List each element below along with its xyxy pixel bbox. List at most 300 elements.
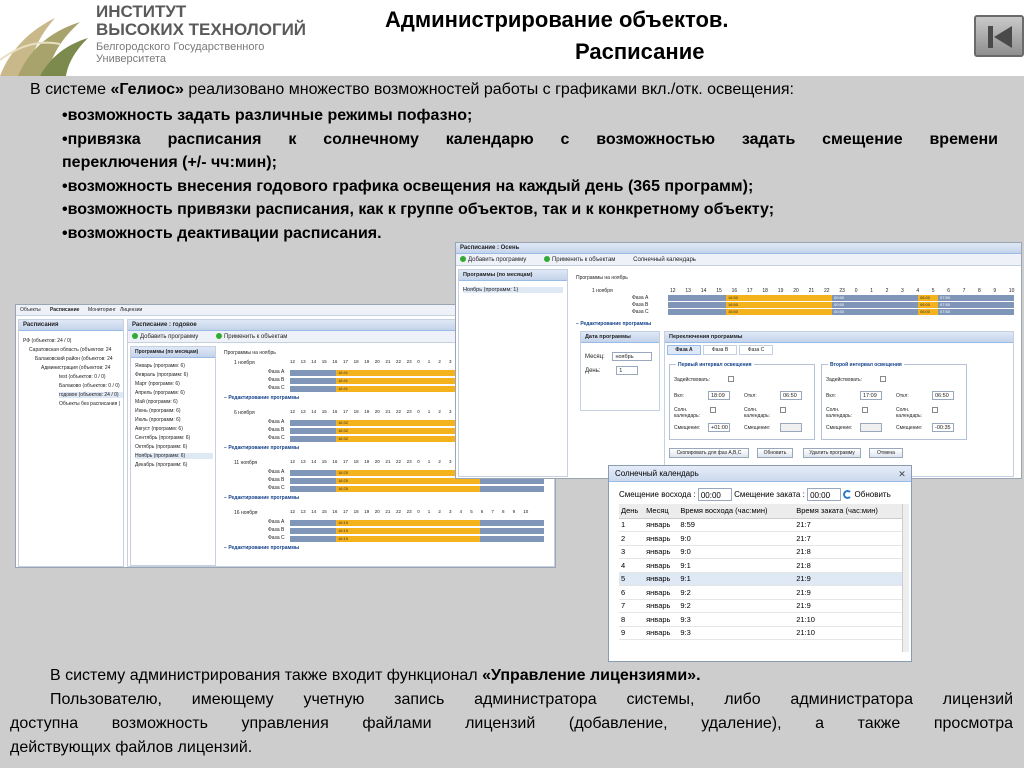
tree-item[interactable]: Балаковский район (объектов: 24 (35, 356, 113, 362)
logo-line1: ИНСТИТУТ (96, 2, 187, 21)
apply-icon (216, 333, 222, 339)
table-cell: 9:0 (678, 532, 794, 546)
second-interval-title: Второй интервал освещения (830, 362, 902, 368)
phase-bar-on: 16:41 (336, 378, 480, 384)
phase-bar-off (480, 486, 544, 492)
day-label: 1 ноября (234, 360, 255, 366)
phase-bar-on: 16:41 (336, 370, 480, 376)
month-item[interactable]: Январь (программ: 6) (135, 363, 185, 369)
phase-bar-on: 16:50 (726, 302, 832, 308)
phase-bar-off (480, 520, 544, 526)
refresh-button[interactable]: Обновить (757, 448, 793, 458)
phase-bar-off: 00:50 (832, 302, 918, 308)
page-title-line1: Администрирование объектов. (385, 7, 729, 32)
edit-program-toggle[interactable]: − Редактирование программы (224, 395, 300, 401)
day-label: 1 ноября (592, 288, 613, 294)
phase-label: Фаза С (632, 309, 649, 315)
hour-tick-label: 2 (438, 359, 441, 364)
table-row[interactable] (619, 626, 903, 640)
licenses-line2: Пользователю, имеющему учетную запись администратора системы, либо администратора лицензий (50, 691, 1013, 708)
off-label: Откл: (744, 393, 757, 399)
phase-label: Фаза В (268, 377, 285, 383)
intro-text (30, 80, 794, 100)
hour-tick-label: 6 (947, 288, 950, 294)
table-cell: 9:3 (678, 613, 794, 627)
enable-label: Задействовать: (674, 377, 711, 383)
hour-tick-label: 22 (396, 409, 402, 414)
hour-tick-label: 17 (343, 359, 349, 364)
day-field-row (585, 366, 638, 375)
hour-tick-label: 15 (321, 409, 327, 414)
hour-tick-label: 14 (700, 288, 707, 294)
hour-tick-label: 20 (374, 359, 380, 364)
sun-cal-label-off: Солн. календарь: (744, 407, 771, 419)
hour-tick-label: 15 (716, 288, 722, 294)
table-row[interactable] (619, 532, 903, 546)
panel-title: Расписание : годовое (128, 320, 554, 331)
solar-table-header (619, 504, 903, 518)
table-cell: 1 (619, 518, 644, 532)
table-cell: январь (644, 545, 678, 559)
table-cell: январь (644, 559, 678, 573)
add-program-label: Добавить программу (468, 257, 527, 263)
phase-label: Фаза С (268, 535, 285, 541)
table-cell: 9:0 (678, 545, 794, 559)
tab-objects[interactable]: Объекты (20, 307, 41, 313)
first-interval (669, 364, 815, 440)
phase-bar-off (290, 420, 336, 426)
table-cell: 9:2 (678, 586, 794, 600)
phase-bar-off: 07:50 (938, 295, 1014, 301)
table-cell: 9:1 (678, 559, 794, 573)
tab-phase-b[interactable]: Фаза В (703, 345, 737, 355)
month-select[interactable]: ноябрь (612, 352, 652, 361)
hour-tick-label: 8 (978, 288, 981, 294)
edit-program-label: Редактирование программы (228, 495, 300, 501)
phase-bar-off (290, 486, 336, 492)
close-icon[interactable]: ✕ (898, 469, 906, 479)
hour-tick-label: 6 (480, 509, 484, 514)
phase-bar-on: 06:00 (918, 309, 938, 315)
edit-program-toggle[interactable]: − Редактирование программы (224, 445, 300, 451)
cancel-button[interactable]: Отмена (869, 448, 903, 458)
table-cell: 21:8 (794, 545, 903, 559)
hour-tick-label: 13 (300, 509, 306, 514)
off-offset-field[interactable] (780, 423, 802, 432)
edit-program-label: Редактирование программы (580, 321, 652, 327)
column-header[interactable]: Месяц (644, 504, 678, 518)
phase-bar-off (290, 528, 336, 534)
hour-tick-label: 22 (824, 288, 830, 294)
month-item[interactable]: Август (программ: 6) (135, 426, 183, 432)
hour-tick-label: 4 (459, 509, 463, 514)
sunrise-offset-label: Смещение восхода : (619, 490, 696, 499)
column-header[interactable]: День (619, 504, 644, 518)
hour-tick-label: 3 (901, 288, 904, 294)
table-cell: 21:7 (794, 518, 903, 532)
phase-bar-off (290, 470, 336, 476)
edit-program-toggle[interactable]: − Редактирование программы (224, 495, 300, 501)
sunset-offset-label: Смещение заката : (734, 490, 805, 499)
tab-licenses[interactable]: Лицензии (120, 307, 143, 313)
page-title-line2: Расписание (575, 39, 705, 64)
refresh-icon (843, 490, 852, 499)
enable-checkbox[interactable] (880, 376, 886, 382)
hour-tick-label: 19 (364, 459, 370, 464)
licenses-intro (50, 664, 701, 688)
table-cell: 3 (619, 545, 644, 559)
phase-bar-off (480, 536, 544, 542)
table-row[interactable] (619, 545, 903, 559)
tree-item[interactable]: test (объектов: 0 / 0) (59, 374, 106, 380)
phase-bar-on: 16:25 (336, 470, 480, 476)
month-item[interactable]: Апрель (программ: 6) (135, 390, 185, 396)
hour-tick-label: 5 (931, 288, 935, 294)
table-cell: 21:9 (794, 599, 903, 613)
logo-line2: ВЫСОКИХ ТЕХНОЛОГИЙ (96, 20, 307, 39)
month-item[interactable]: Февраль (программ: 6) (135, 372, 189, 378)
table-cell: январь (644, 613, 678, 627)
hour-tick-label: 15 (321, 459, 327, 464)
table-cell: 2 (619, 532, 644, 546)
table-cell: январь (644, 586, 678, 600)
hour-tick-label: 17 (343, 459, 349, 464)
month-item[interactable]: Июнь (программ: 6) (135, 408, 181, 414)
hour-tick-label: 1 (870, 288, 873, 294)
phase-label: Фаза В (268, 477, 285, 483)
off-time-field[interactable]: 06:50 (932, 391, 954, 400)
phase-bar-on: 16:41 (336, 386, 480, 392)
date-program-title: Дата программы (581, 332, 659, 343)
month-item[interactable]: Ноябрь (программ: 6) (135, 453, 213, 459)
hour-tick-label: 3 (449, 359, 452, 364)
phase-label: Фаза А (268, 419, 285, 425)
phase-bar-off (290, 428, 336, 434)
switches-box (664, 331, 1014, 477)
logo-line4: Университета (96, 53, 167, 65)
phase-label: Фаза С (268, 485, 285, 491)
hour-tick-label: 18 (353, 359, 359, 364)
hour-tick-label: 19 (364, 409, 370, 414)
phase-label: Фаза А (268, 369, 285, 375)
offset-label: Смещение: (826, 425, 853, 431)
phase-bar-on: 16:19 (336, 520, 480, 526)
hour-tick-label: 17 (343, 409, 349, 414)
on-label: Вкл: (826, 393, 836, 399)
hour-tick-label: 10 (1008, 288, 1015, 294)
table-cell: январь (644, 532, 678, 546)
tree-item-selected[interactable]: годовое (объектов: 24 / 0) (59, 392, 123, 398)
hour-tick-label: 19 (364, 359, 370, 364)
add-program-button[interactable] (132, 334, 206, 340)
table-cell: январь (644, 599, 678, 613)
phase-bar-off (290, 536, 336, 542)
tab-phase-c[interactable]: Фаза С (739, 345, 773, 355)
hour-tick-label: 9 (512, 509, 516, 514)
sun-cal-label: Солн. календарь: (674, 407, 701, 419)
bullet-5: •возможность деактивации расписания. (62, 225, 382, 242)
phase-bar-off (290, 436, 336, 442)
solar-calendar-title: Солнечный календарь (609, 466, 911, 482)
hour-tick-label: 15 (321, 509, 327, 514)
offset-label-off: Смещение: (896, 425, 923, 431)
hour-tick-label: 5 (470, 509, 473, 514)
hour-tick-label: 21 (385, 509, 391, 514)
table-cell: 7 (619, 599, 644, 613)
add-icon (460, 256, 466, 262)
phase-bar-off (480, 528, 544, 534)
solar-calendar-dialog (608, 465, 912, 662)
licenses-bold: «Управление лицензиями». (482, 667, 701, 684)
table-row[interactable] (619, 613, 903, 627)
edit-program-toggle[interactable]: − Редактирование программы (576, 321, 652, 327)
hour-tick-label: 0 (417, 509, 420, 514)
hour-tick-label: 9 (993, 288, 997, 294)
hour-tick-label: 2 (438, 459, 441, 464)
day-label: 6 ноября (234, 410, 255, 416)
table-cell: 5 (619, 572, 644, 586)
offset-label-off: Смещение: (744, 425, 771, 431)
months-list (130, 346, 216, 566)
add-program-button[interactable] (460, 257, 534, 263)
phase-label: Фаза В (268, 527, 285, 533)
tree-item[interactable]: Саратовская область (объектов: 24 (29, 347, 112, 353)
hour-tick-label: 3 (449, 509, 452, 514)
month-item[interactable]: Июль (программ: 6) (135, 417, 181, 423)
month-field-row (585, 352, 652, 361)
phase-label: Фаза А (268, 469, 285, 475)
hour-tick-label: 0 (417, 359, 420, 364)
solar-calendar-button[interactable]: Солнечный календарь (633, 257, 696, 263)
hour-tick-label: 16 (332, 509, 338, 514)
table-row[interactable] (619, 559, 903, 573)
phase-bar-on: 16:25 (336, 486, 480, 492)
hour-tick-label: 20 (374, 409, 380, 414)
hour-tick-label: 12 (290, 359, 296, 364)
phase-bar-on: 16:19 (336, 536, 480, 542)
hour-tick-label: 23 (406, 459, 412, 464)
on-offset-field[interactable]: +01:00 (708, 423, 730, 432)
column-header[interactable]: Время заката (час:мин) (794, 504, 903, 518)
intro-prefix: В системе (30, 81, 111, 98)
hour-tick-label: 17 (747, 288, 753, 294)
hour-tick-label: 14 (311, 459, 317, 464)
apply-to-objects-button[interactable] (544, 257, 623, 263)
hour-tick-label: 19 (777, 288, 784, 294)
hour-tick-label: 22 (396, 509, 402, 514)
hour-tick-label: 1 (427, 409, 431, 414)
hour-tick-label: 13 (300, 409, 306, 414)
table-cell: 21:9 (794, 572, 903, 586)
off-label: Откл: (896, 393, 909, 399)
second-interval (821, 364, 967, 440)
table-cell: 9:3 (678, 626, 794, 640)
tree-item[interactable]: РФ (объектов: 24 / 0) (23, 338, 72, 344)
table-row[interactable] (619, 599, 903, 613)
hour-tick-label: 2 (438, 509, 441, 514)
phase-bar-off (668, 295, 726, 301)
hour-tick-label: 12 (290, 459, 296, 464)
phase-bar-off: 00:50 (832, 309, 918, 315)
hour-tick-label: 23 (406, 409, 412, 414)
tree-item[interactable]: Объекты без расписания ( (59, 401, 121, 407)
month-item[interactable]: Март (программ: 6) (135, 381, 180, 387)
refresh-button[interactable] (843, 490, 890, 499)
column-header[interactable]: Время восхода (час:мин) (678, 504, 794, 518)
phase-bar-off (668, 302, 726, 308)
back-button[interactable] (974, 15, 1024, 57)
hour-tick-label: 20 (374, 459, 380, 464)
phase-bar-on: 16:50 (726, 295, 832, 301)
hour-tick-label: 18 (762, 288, 768, 294)
hour-tick-label: 22 (396, 459, 402, 464)
hour-tick-label: 14 (311, 509, 317, 514)
program-item[interactable]: Ноябрь (программ: 1) (463, 287, 563, 293)
licenses-line3: доступна возможность управления файлами лицензий (добавление, удаление), а также просмотра (10, 715, 1013, 732)
logo-emblem-icon (0, 0, 92, 76)
day-field-label: День: (585, 368, 601, 375)
hour-tick-label: 15 (321, 359, 327, 364)
apply-label: Применить к объектам (551, 257, 616, 263)
month-item[interactable]: Сентябрь (программ: 6) (135, 435, 191, 441)
bullet-1: •возможность задать различные режимы пофазно; (62, 107, 473, 124)
on-offset-field[interactable] (860, 423, 882, 432)
sunrise-offset-input[interactable]: 00:00 (698, 488, 732, 501)
sunset-offset-input[interactable]: 00:00 (807, 488, 841, 501)
hour-tick-label: 23 (839, 288, 845, 294)
hour-tick-label: 20 (374, 509, 380, 514)
off-time-field[interactable]: 06:50 (780, 391, 802, 400)
sun-cal-label: Солн. календарь: (826, 407, 853, 419)
on-time-field[interactable]: 17:09 (860, 391, 882, 400)
programs-header: Программы (по месяцам) (131, 347, 215, 358)
programs-header: Программы (по месяцам) (459, 270, 567, 281)
table-row[interactable] (619, 586, 903, 600)
edit-program-label: Редактирование программы (228, 545, 300, 551)
phase-bar-on: 16:32 (336, 428, 480, 434)
enable-checkbox[interactable] (728, 376, 734, 382)
table-cell: 9:2 (678, 599, 794, 613)
scrollbar[interactable] (902, 504, 909, 652)
table-row[interactable] (619, 518, 903, 532)
hour-tick-label: 21 (385, 359, 391, 364)
month-label: Месяц: (585, 354, 605, 361)
table-cell: 21:7 (794, 532, 903, 546)
sun-cal-off-checkbox[interactable] (932, 407, 938, 413)
institute-logo (0, 0, 307, 76)
programs-list (458, 269, 568, 477)
apply-to-objects-button[interactable] (216, 334, 295, 340)
table-row[interactable] (619, 572, 903, 586)
table-cell: 9 (619, 626, 644, 640)
hour-tick-label: 17 (343, 509, 349, 514)
schedule-toolbar (456, 254, 1021, 266)
hour-tick-label: 12 (290, 509, 296, 514)
autumn-schedule-screenshot (455, 242, 1022, 479)
phase-label: Фаза С (268, 385, 285, 391)
hour-tick-label: 21 (385, 459, 391, 464)
phase-bar-on: 16:32 (336, 420, 480, 426)
date-program-box (580, 331, 660, 411)
apply-label: Применить к объектам (223, 334, 288, 340)
phase-bar-on: 16:32 (336, 436, 480, 442)
sun-cal-label-off: Солн. календарь: (896, 407, 923, 419)
hour-tick-label: 16 (332, 459, 338, 464)
day-select[interactable]: 1 (616, 366, 638, 375)
hour-tick-label: 1 (427, 509, 431, 514)
tree-item[interactable]: Балаково (объектов: 0 / 0) (59, 383, 120, 389)
bullet-4: •возможность привязки расписания, как к группе объектов, так и к конкретному объекту; (62, 201, 775, 218)
tab-monitoring[interactable]: Мониторинг (88, 307, 116, 313)
tree-title: Расписания (19, 320, 123, 331)
table-cell: январь (644, 572, 678, 586)
skip-back-icon (985, 23, 1015, 51)
phase-bar-off (290, 520, 336, 526)
add-icon (132, 333, 138, 339)
month-item[interactable]: Декабрь (программ: 6) (135, 462, 188, 468)
copy-phases-button[interactable]: Скопировать для фаз А,В,С (669, 448, 749, 458)
bullet-3: •возможность внесения годового графика освещения на каждый день (365 программ); (62, 178, 754, 195)
first-interval-title: Первый интервал освещения (678, 362, 752, 368)
phase-bar-off: 00:50 (832, 295, 918, 301)
hour-tick-label: 10 (523, 509, 529, 514)
table-cell: 21:10 (794, 613, 903, 627)
sun-cal-on-checkbox[interactable] (710, 407, 716, 413)
tree-item[interactable]: Администрация (объектов: 24 (41, 365, 111, 371)
hour-tick-label: 13 (300, 359, 306, 364)
offset-controls (619, 488, 891, 502)
edit-program-label: Редактирование программы (228, 445, 300, 451)
tab-phase-a[interactable]: Фаза А (667, 345, 701, 355)
table-cell: 21:10 (794, 626, 903, 640)
phase-bar-off (290, 386, 336, 392)
month-item[interactable]: Октябрь (программ: 6) (135, 444, 188, 450)
month-item[interactable]: Май (программ: 6) (135, 399, 178, 405)
table-cell: 8 (619, 613, 644, 627)
phase-bar-on: 06:00 (918, 295, 938, 301)
enable-label: Задействовать: (826, 377, 863, 383)
off-offset-field[interactable]: -00:35 (932, 423, 954, 432)
hour-tick-label: 22 (396, 359, 402, 364)
hour-tick-label: 21 (385, 409, 391, 414)
edit-program-label: Редактирование программы (228, 395, 300, 401)
phase-label: Фаза В (268, 427, 285, 433)
phase-bar-off (668, 309, 726, 315)
licenses-line4: действующих файлов лицензий. (10, 739, 253, 756)
hour-tick-label: 0 (417, 459, 420, 464)
delete-program-button[interactable]: Удалить программу (803, 448, 861, 458)
phase-bar-off (290, 378, 336, 384)
hour-tick-label: 2 (885, 288, 889, 294)
sun-cal-on-checkbox[interactable] (862, 407, 868, 413)
hour-tick-label: 0 (854, 288, 858, 294)
hour-tick-label: 2 (438, 409, 441, 414)
sun-cal-off-checkbox[interactable] (780, 407, 786, 413)
programs-for-label: Программы на ноябрь (224, 350, 276, 356)
logo-line3: Белгородского Государственного (96, 41, 265, 53)
header (0, 0, 1024, 76)
day-label: 16 ноября (234, 510, 258, 516)
phase-bar-off (290, 370, 336, 376)
add-program-label: Добавить программу (140, 334, 199, 340)
tab-schedule[interactable]: Расписание (50, 307, 80, 313)
hour-tick-label: 19 (364, 509, 370, 514)
phase-bar-on: 16:50 (726, 309, 832, 315)
table-cell: 4 (619, 559, 644, 573)
edit-program-toggle[interactable]: − Редактирование программы (224, 545, 300, 551)
hour-tick-label: 14 (311, 359, 317, 364)
on-time-field[interactable]: 18:09 (708, 391, 730, 400)
